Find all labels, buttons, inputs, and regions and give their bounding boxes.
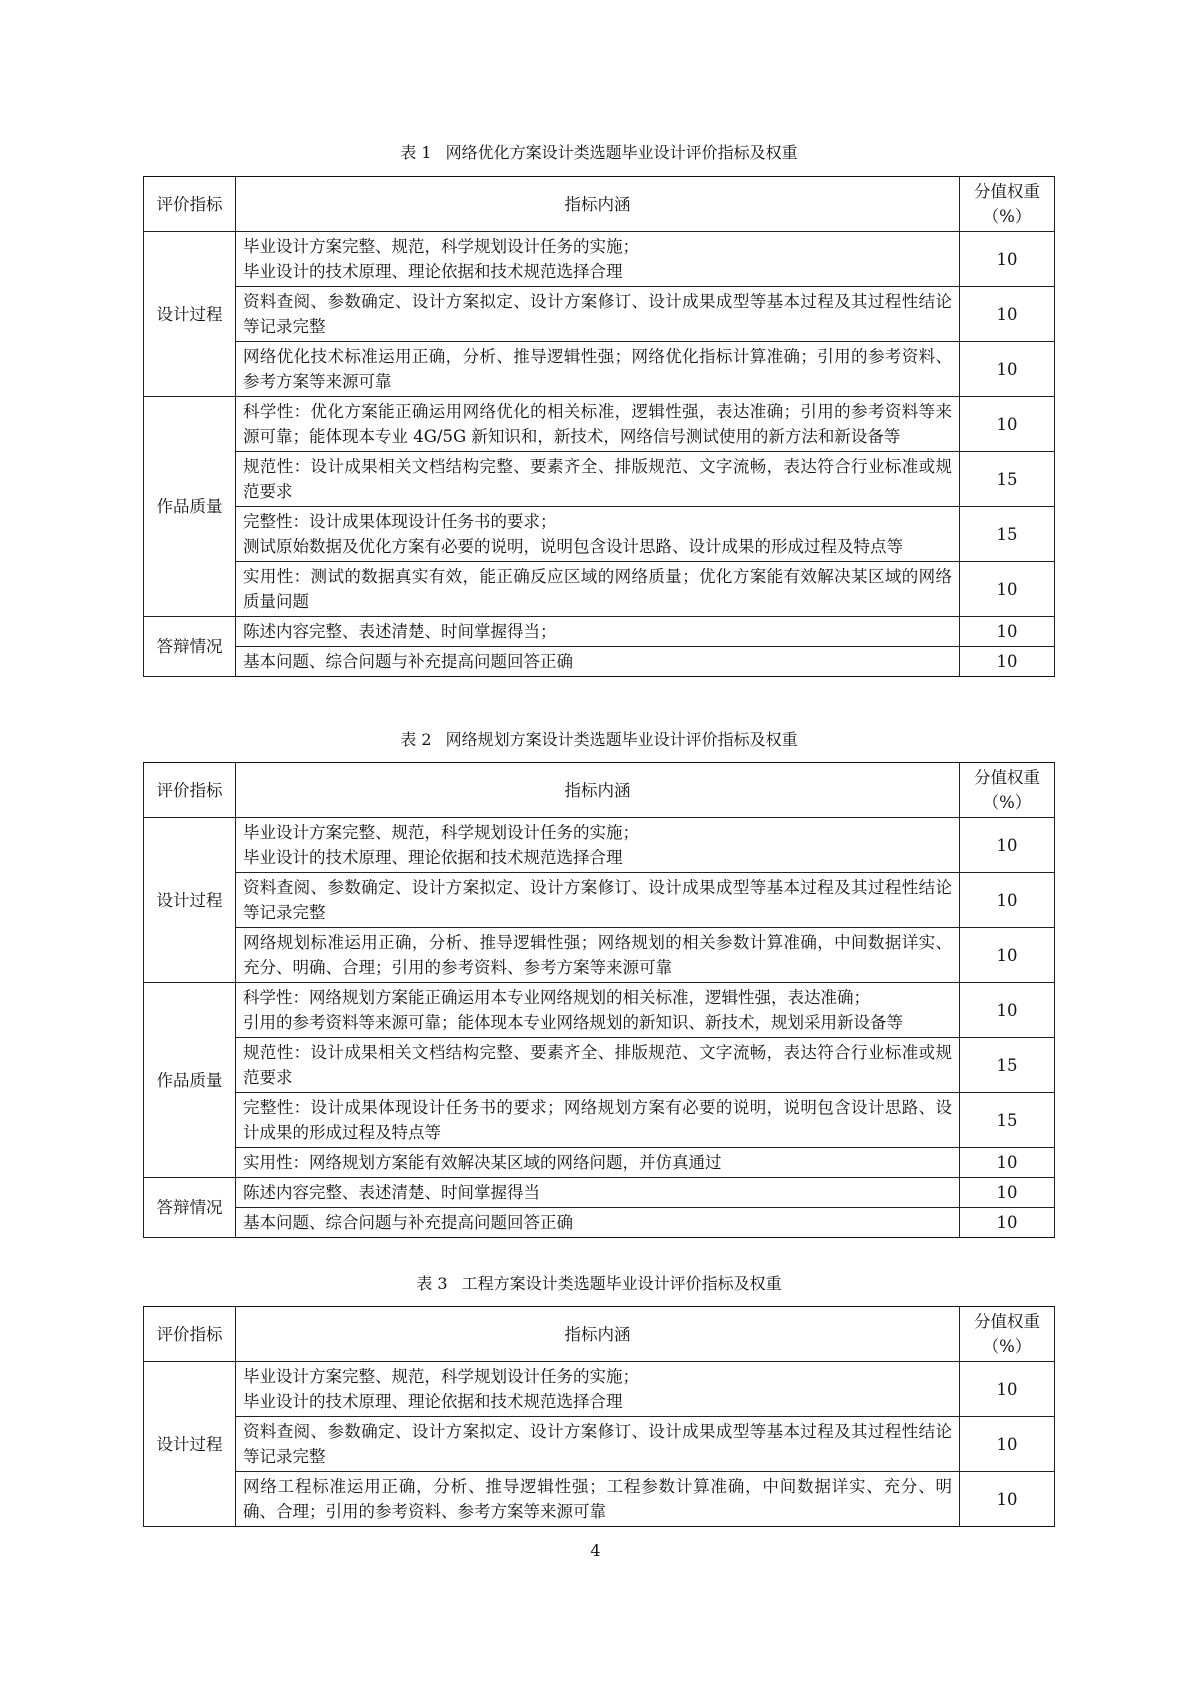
criteria-text: 资料查阅、参数确定、设计方案拟定、设计方案修订、设计成果成型等基本过程及其过程性结论等记录完整 xyxy=(243,878,952,922)
table-1-number: 表 1 xyxy=(400,143,432,162)
header-weight-line1: 分值权重 xyxy=(974,1312,1040,1331)
criteria-text: 陈述内容完整、表述清楚、时间掌握得当 xyxy=(243,1183,540,1202)
criteria-text: 毕业设计的技术原理、理论依据和技术规范选择合理 xyxy=(243,262,623,281)
table-row xyxy=(144,507,1055,562)
table-3-title: 工程方案设计类选题毕业设计评价指标及权重 xyxy=(461,1274,782,1293)
weight-cell: 10 xyxy=(960,342,1055,397)
criteria-text: 资料查阅、参数确定、设计方案拟定、设计方案修订、设计成果成型等基本过程及其过程性结论等记录完整 xyxy=(243,292,952,336)
weight-cell: 10 xyxy=(960,647,1055,677)
table-row xyxy=(144,1178,1055,1208)
table-header-row xyxy=(144,763,1055,818)
category-cell: 设计过程 xyxy=(144,232,236,397)
weight-cell: 10 xyxy=(960,1208,1055,1238)
weight-cell: 10 xyxy=(960,1178,1055,1208)
table-2 xyxy=(143,762,1055,1238)
criteria-text: 基本问题、综合问题与补充提高问题回答正确 xyxy=(243,1213,573,1232)
table-row xyxy=(144,1038,1055,1093)
criteria-cell xyxy=(236,928,960,983)
weight-cell: 15 xyxy=(960,1093,1055,1148)
criteria-text: 陈述内容完整、表述清楚、时间掌握得当； xyxy=(243,622,557,641)
criteria-cell xyxy=(236,1093,960,1148)
criteria-cell xyxy=(236,397,960,452)
header-weight xyxy=(960,177,1055,232)
header-weight-line1: 分值权重 xyxy=(974,182,1040,201)
header-content: 指标内涵 xyxy=(236,177,960,232)
category-cell: 答辩情况 xyxy=(144,1178,236,1238)
header-weight-line1: 分值权重 xyxy=(974,768,1040,787)
table-1-title: 网络优化方案设计类选题毕业设计评价指标及权重 xyxy=(445,143,798,162)
header-weight xyxy=(960,1307,1055,1362)
table-3-number: 表 3 xyxy=(416,1274,448,1293)
table-2-body xyxy=(144,763,1055,1238)
header-weight-line2: （%） xyxy=(982,207,1032,226)
table-row xyxy=(144,1093,1055,1148)
criteria-text: 完整性：设计成果体现设计任务书的要求； xyxy=(243,512,557,531)
table-2-title: 网络规划方案设计类选题毕业设计评价指标及权重 xyxy=(445,730,798,749)
table-row xyxy=(144,928,1055,983)
table-row xyxy=(144,1472,1055,1527)
criteria-text: 资料查阅、参数确定、设计方案拟定、设计方案修订、设计成果成型等基本过程及其过程性结论等记录完整 xyxy=(243,1422,952,1466)
page-number: 4 xyxy=(590,1541,601,1560)
criteria-cell xyxy=(236,452,960,507)
criteria-cell xyxy=(236,1362,960,1417)
weight-cell: 10 xyxy=(960,1148,1055,1178)
table-row xyxy=(144,562,1055,617)
table-2-number: 表 2 xyxy=(400,730,432,749)
weight-cell: 10 xyxy=(960,1472,1055,1527)
criteria-cell xyxy=(236,1208,960,1238)
header-weight-line2: （%） xyxy=(982,793,1032,812)
weight-cell: 15 xyxy=(960,1038,1055,1093)
table-header-row xyxy=(144,1307,1055,1362)
table-row xyxy=(144,342,1055,397)
criteria-cell xyxy=(236,1178,960,1208)
criteria-text: 科学性：网络规划方案能正确运用本专业网络规划的相关标准，逻辑性强，表达准确； xyxy=(243,988,870,1007)
criteria-text: 测试原始数据及优化方案有必要的说明，说明包含设计思路、设计成果的形成过程及特点等 xyxy=(243,537,903,556)
weight-cell: 10 xyxy=(960,397,1055,452)
criteria-text: 网络优化技术标准运用正确，分析、推导逻辑性强；网络优化指标计算准确；引用的参考资料、参考方案等来源可靠 xyxy=(243,347,952,391)
category-cell: 设计过程 xyxy=(144,1362,236,1527)
criteria-cell xyxy=(236,287,960,342)
criteria-cell xyxy=(236,617,960,647)
category-cell: 设计过程 xyxy=(144,818,236,983)
table-row xyxy=(144,647,1055,677)
table-row xyxy=(144,818,1055,873)
table-row xyxy=(144,617,1055,647)
header-weight-line2: （%） xyxy=(982,1337,1032,1356)
criteria-text: 毕业设计的技术原理、理论依据和技术规范选择合理 xyxy=(243,848,623,867)
weight-cell: 10 xyxy=(960,1417,1055,1472)
criteria-text: 毕业设计方案完整、规范，科学规划设计任务的实施； xyxy=(243,823,639,842)
weight-cell: 10 xyxy=(960,983,1055,1038)
category-cell: 答辩情况 xyxy=(144,617,236,677)
weight-cell: 10 xyxy=(960,562,1055,617)
table-row xyxy=(144,452,1055,507)
table-1-body xyxy=(144,177,1055,677)
criteria-text: 基本问题、综合问题与补充提高问题回答正确 xyxy=(243,652,573,671)
criteria-text: 实用性：测试的数据真实有效，能正确反应区域的网络质量；优化方案能有效解决某区域的网络质量问题 xyxy=(243,567,952,611)
criteria-text: 规范性：设计成果相关文档结构完整、要素齐全、排版规范、文字流畅，表达符合行业标准或规范要求 xyxy=(243,457,952,501)
table-row xyxy=(144,983,1055,1038)
table-1-caption xyxy=(143,141,1055,165)
weight-cell: 10 xyxy=(960,232,1055,287)
table-1 xyxy=(143,176,1055,677)
weight-cell: 10 xyxy=(960,287,1055,342)
table-3 xyxy=(143,1306,1055,1527)
table-2-caption xyxy=(143,728,1055,752)
criteria-cell xyxy=(236,1417,960,1472)
criteria-cell xyxy=(236,647,960,677)
criteria-cell xyxy=(236,1148,960,1178)
criteria-text: 毕业设计方案完整、规范，科学规划设计任务的实施； xyxy=(243,1367,639,1386)
header-category: 评价指标 xyxy=(144,177,236,232)
header-content: 指标内涵 xyxy=(236,1307,960,1362)
table-row xyxy=(144,397,1055,452)
criteria-cell xyxy=(236,1472,960,1527)
criteria-text: 毕业设计方案完整、规范，科学规划设计任务的实施； xyxy=(243,237,639,256)
weight-cell: 10 xyxy=(960,928,1055,983)
header-category: 评价指标 xyxy=(144,763,236,818)
weight-cell: 10 xyxy=(960,873,1055,928)
table-row xyxy=(144,873,1055,928)
header-weight xyxy=(960,763,1055,818)
criteria-cell xyxy=(236,983,960,1038)
table-row xyxy=(144,1362,1055,1417)
table-row xyxy=(144,1208,1055,1238)
criteria-cell xyxy=(236,342,960,397)
criteria-text: 规范性：设计成果相关文档结构完整、要素齐全、排版规范、文字流畅，表达符合行业标准或规范要求 xyxy=(243,1043,952,1087)
criteria-text: 完整性：设计成果体现设计任务书的要求；网络规划方案有必要的说明，说明包含设计思路、设计成果的形成过程及特点等 xyxy=(243,1098,952,1142)
criteria-cell xyxy=(236,873,960,928)
weight-cell: 10 xyxy=(960,617,1055,647)
criteria-cell xyxy=(236,562,960,617)
criteria-cell xyxy=(236,507,960,562)
table-row xyxy=(144,287,1055,342)
criteria-text: 网络规划标准运用正确，分析、推导逻辑性强；网络规划的相关参数计算准确，中间数据详实、充分、明确、合理；引用的参考资料、参考方案等来源可靠 xyxy=(243,933,952,977)
criteria-cell xyxy=(236,232,960,287)
table-row xyxy=(144,1148,1055,1178)
table-header-row xyxy=(144,177,1055,232)
table-3-body xyxy=(144,1307,1055,1527)
weight-cell: 10 xyxy=(960,1362,1055,1417)
criteria-text: 科学性：优化方案能正确运用网络优化的相关标准，逻辑性强，表达准确；引用的参考资料等来源可靠；能体现本专业 4G/5G 新知识和，新技术，网络信号测试使用的新方法和新设备等 xyxy=(243,402,952,446)
criteria-text: 引用的参考资料等来源可靠；能体现本专业网络规划的新知识、新技术，规划采用新设备等 xyxy=(243,1013,903,1032)
category-cell: 作品质量 xyxy=(144,983,236,1178)
criteria-cell xyxy=(236,818,960,873)
criteria-text: 毕业设计的技术原理、理论依据和技术规范选择合理 xyxy=(243,1392,623,1411)
weight-cell: 15 xyxy=(960,507,1055,562)
weight-cell: 10 xyxy=(960,818,1055,873)
header-content: 指标内涵 xyxy=(236,763,960,818)
table-row xyxy=(144,1417,1055,1472)
criteria-cell xyxy=(236,1038,960,1093)
category-cell: 作品质量 xyxy=(144,397,236,617)
weight-cell: 15 xyxy=(960,452,1055,507)
header-category: 评价指标 xyxy=(144,1307,236,1362)
table-row xyxy=(144,232,1055,287)
table-3-caption xyxy=(143,1272,1055,1296)
criteria-text: 实用性：网络规划方案能有效解决某区域的网络问题，并仿真通过 xyxy=(243,1153,722,1172)
criteria-text: 网络工程标准运用正确，分析、推导逻辑性强；工程参数计算准确，中间数据详实、充分、明确、合理；引用的参考资料、参考方案等来源可靠 xyxy=(243,1477,952,1521)
